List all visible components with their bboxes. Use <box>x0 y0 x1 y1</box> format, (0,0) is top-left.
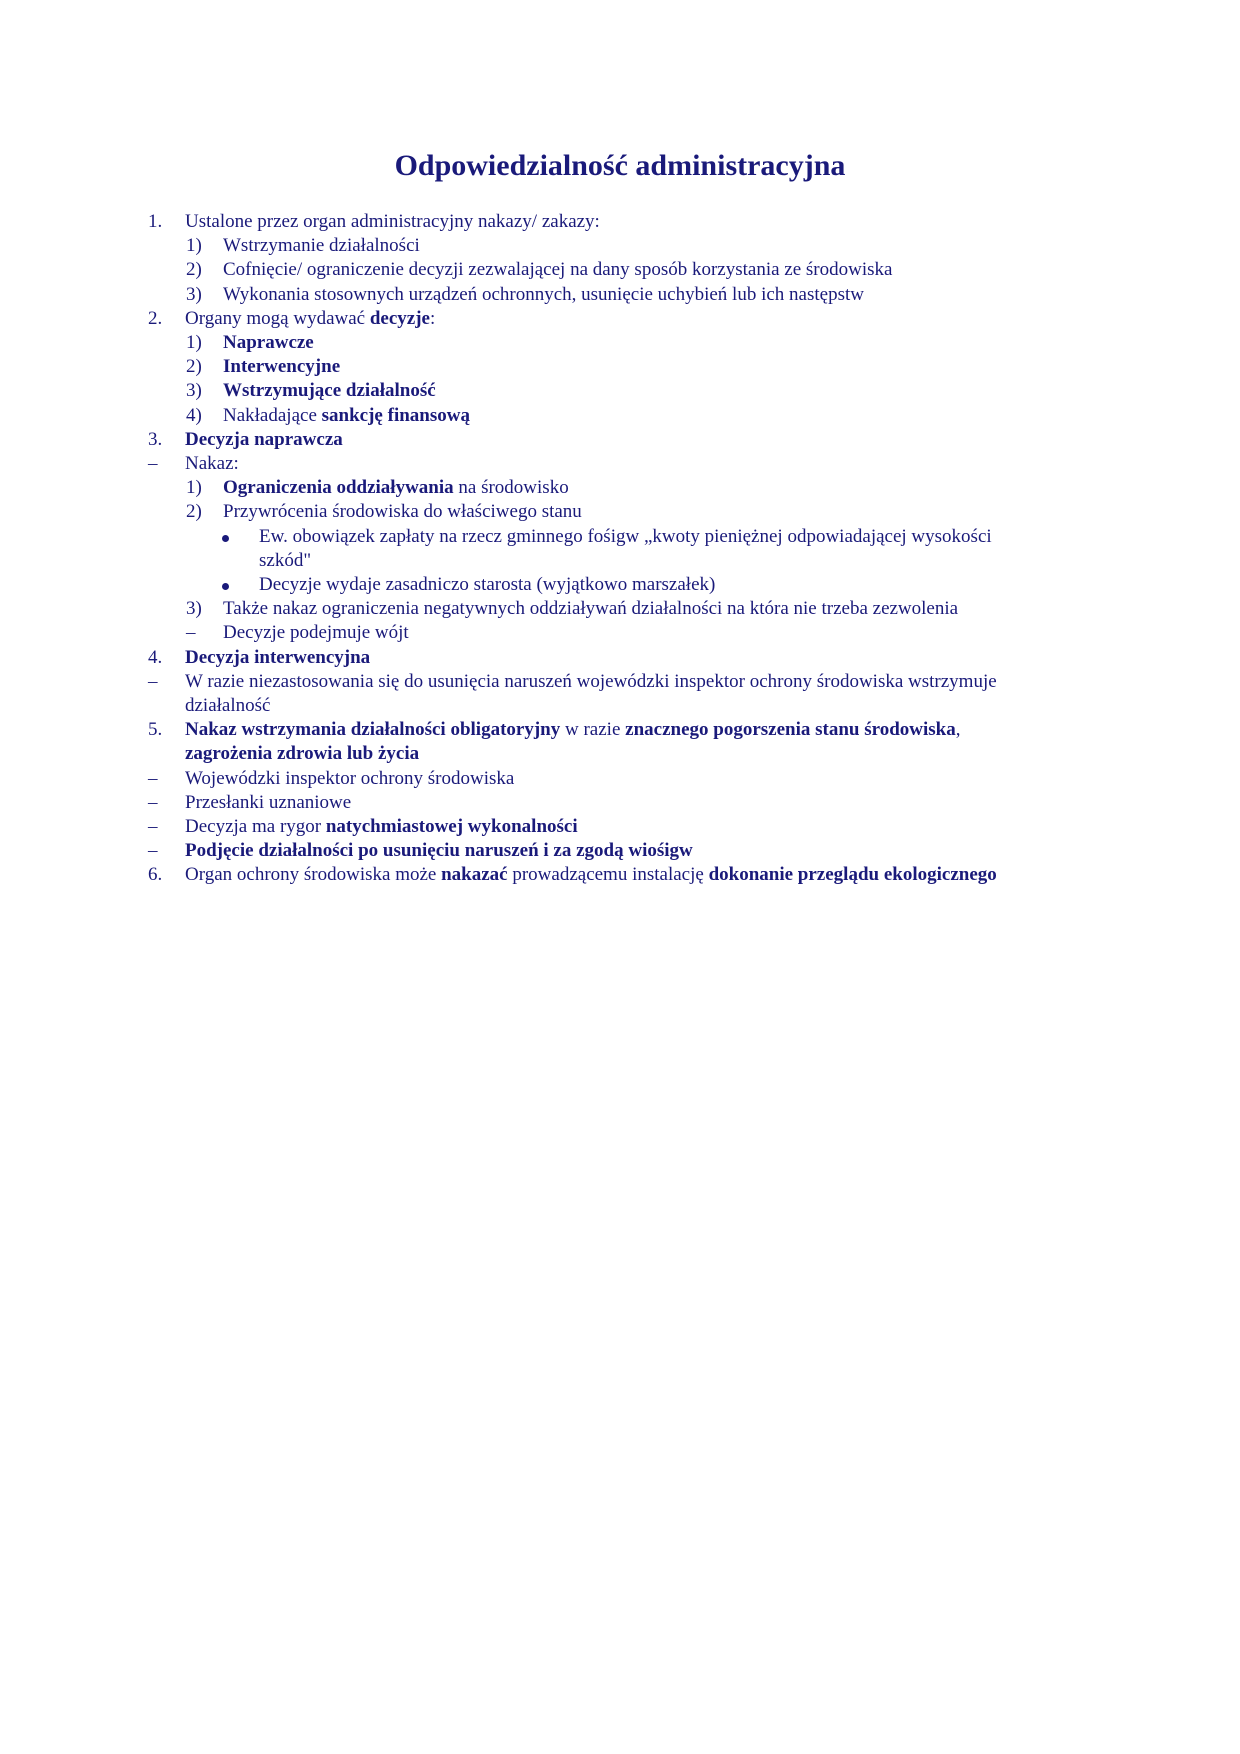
text-run: w razie <box>560 719 626 741</box>
text-run: Także nakaz ograniczenia negatywnych oddziaływań działalności na która nie trzeba zezwolenia <box>223 598 959 620</box>
list-item-text <box>185 863 997 887</box>
list-item-text <box>259 549 311 573</box>
list-marker: – <box>186 622 196 644</box>
text-run: Wykonania stosownych urządzeń ochronnych, usunięcie uchybień lub ich następstw <box>223 283 864 305</box>
list-marker: 6. <box>148 864 163 886</box>
list-marker: 2. <box>148 307 163 329</box>
bold-text: zagrożenia zdrowia lub życia <box>185 743 420 765</box>
list-item-text <box>223 597 958 621</box>
text-run: : <box>429 307 436 329</box>
text-run: Nakładające <box>223 404 322 426</box>
list-marker: – <box>148 840 158 862</box>
list-marker: 3. <box>148 428 163 450</box>
list-marker: 3) <box>186 283 202 305</box>
list-marker: 1. <box>148 211 163 232</box>
list-item-text <box>223 258 892 282</box>
list-marker: 1) <box>186 235 202 257</box>
list-item-text <box>185 742 419 766</box>
list-item-text <box>185 307 435 331</box>
list-marker: 4) <box>186 404 202 426</box>
text-run: na środowisko <box>453 477 569 499</box>
bold-text: dokonanie przeglądu ekologicznego <box>708 864 997 886</box>
bold-text: natychmiastowej wykonalności <box>325 816 578 837</box>
list-item-text <box>185 694 270 718</box>
text-run: Nakaz: <box>185 453 239 474</box>
text-run: Wstrzymanie działalności <box>223 235 420 257</box>
text-run: Ustalone przez organ administracyjny nakazy/ zakazy: <box>185 211 600 232</box>
text-run: Wojewódzki inspektor ochrony środowiska <box>185 767 515 789</box>
text-run: W razie niezastosowania się do usunięcia naruszeń wojewódzki inspektor ochrony środowiska wstrzymuje <box>185 670 997 692</box>
text-run: Organy mogą wydawać <box>185 307 370 329</box>
text-run: , <box>955 719 961 741</box>
bold-text: Nakaz wstrzymania działalności obligatoryjny <box>185 719 561 741</box>
list-item-text <box>223 234 420 258</box>
list-item-text <box>223 404 470 428</box>
list-item-text <box>259 573 715 597</box>
list-item-text <box>223 379 436 403</box>
bold-text: decyzje <box>369 307 430 329</box>
bold-text: Naprawcze <box>223 332 314 353</box>
list-marker: 2) <box>186 356 202 378</box>
list-item-text <box>223 621 409 645</box>
text-run: prowadzącemu instalację <box>507 864 709 886</box>
document-title: Odpowiedzialność administracyjna <box>394 149 846 182</box>
list-marker: – <box>148 767 158 789</box>
list-marker: 2) <box>186 501 202 523</box>
text-run: działalność <box>185 695 271 716</box>
bold-text: Ograniczenia oddziaływania <box>223 477 454 499</box>
text-run: szkód" <box>259 549 312 571</box>
text-run: Przywrócenia środowiska do właściwego stanu <box>223 501 582 523</box>
list-marker: – <box>148 816 158 837</box>
list-item-text <box>223 500 582 524</box>
bold-text: Interwencyjne <box>223 356 341 378</box>
text-run: Cofnięcie/ ograniczenie decyzji zezwalającej na dany sposób korzystania ze środowiska <box>223 259 893 281</box>
bold-text: znacznego pogorszenia stanu środowiska <box>625 719 956 741</box>
text-run: Decyzje podejmuje wójt <box>223 622 409 644</box>
bold-text: sankcję finansową <box>321 404 470 426</box>
text-run: Przesłanki uznaniowe <box>185 791 352 813</box>
bullet-icon <box>222 535 229 542</box>
list-item-text <box>185 767 514 791</box>
list-item-text <box>185 839 693 863</box>
text-run: Organ ochrony środowiska może <box>185 864 442 886</box>
list-item-text <box>185 815 578 839</box>
list-item-text <box>185 646 370 670</box>
list-item-text <box>185 428 343 452</box>
bold-text: Podjęcie działalności po usunięciu naruszeń i za zgodą wiośigw <box>185 840 693 862</box>
list-marker: – <box>148 670 158 692</box>
list-item-text <box>223 283 864 307</box>
list-item-text <box>223 355 340 379</box>
list-item-text <box>185 210 600 234</box>
list-item-text <box>185 670 997 694</box>
list-item-text <box>259 525 992 549</box>
bold-text: Wstrzymujące działalność <box>223 380 436 402</box>
bold-text: nakazać <box>441 864 508 886</box>
list-marker: 1) <box>186 332 202 353</box>
text-run: Ew. obowiązek zapłaty na rzecz gminnego fośigw „kwoty pieniężnej odpowiadającej wysokości <box>259 525 992 547</box>
bullet-icon <box>222 583 229 590</box>
list-marker: – <box>148 791 158 813</box>
text-run: Decyzja ma rygor <box>185 816 326 837</box>
list-item-text <box>185 718 960 742</box>
list-item-text <box>223 476 569 500</box>
list-marker: 5. <box>148 719 163 741</box>
list-item-text <box>185 791 351 815</box>
list-item-text <box>223 331 314 355</box>
text-run: Decyzje wydaje zasadniczo starosta (wyjątkowo marszałek) <box>259 574 716 595</box>
list-marker: 2) <box>186 259 202 281</box>
list-marker: 3) <box>186 598 202 620</box>
list-item-text <box>185 452 239 476</box>
list-marker: – <box>148 453 158 474</box>
bold-text: Decyzja naprawcza <box>185 428 343 450</box>
list-marker: 1) <box>186 477 202 499</box>
list-marker: 3) <box>186 380 202 402</box>
bold-text: Decyzja interwencyjna <box>185 646 371 668</box>
list-marker: 4. <box>148 646 163 668</box>
